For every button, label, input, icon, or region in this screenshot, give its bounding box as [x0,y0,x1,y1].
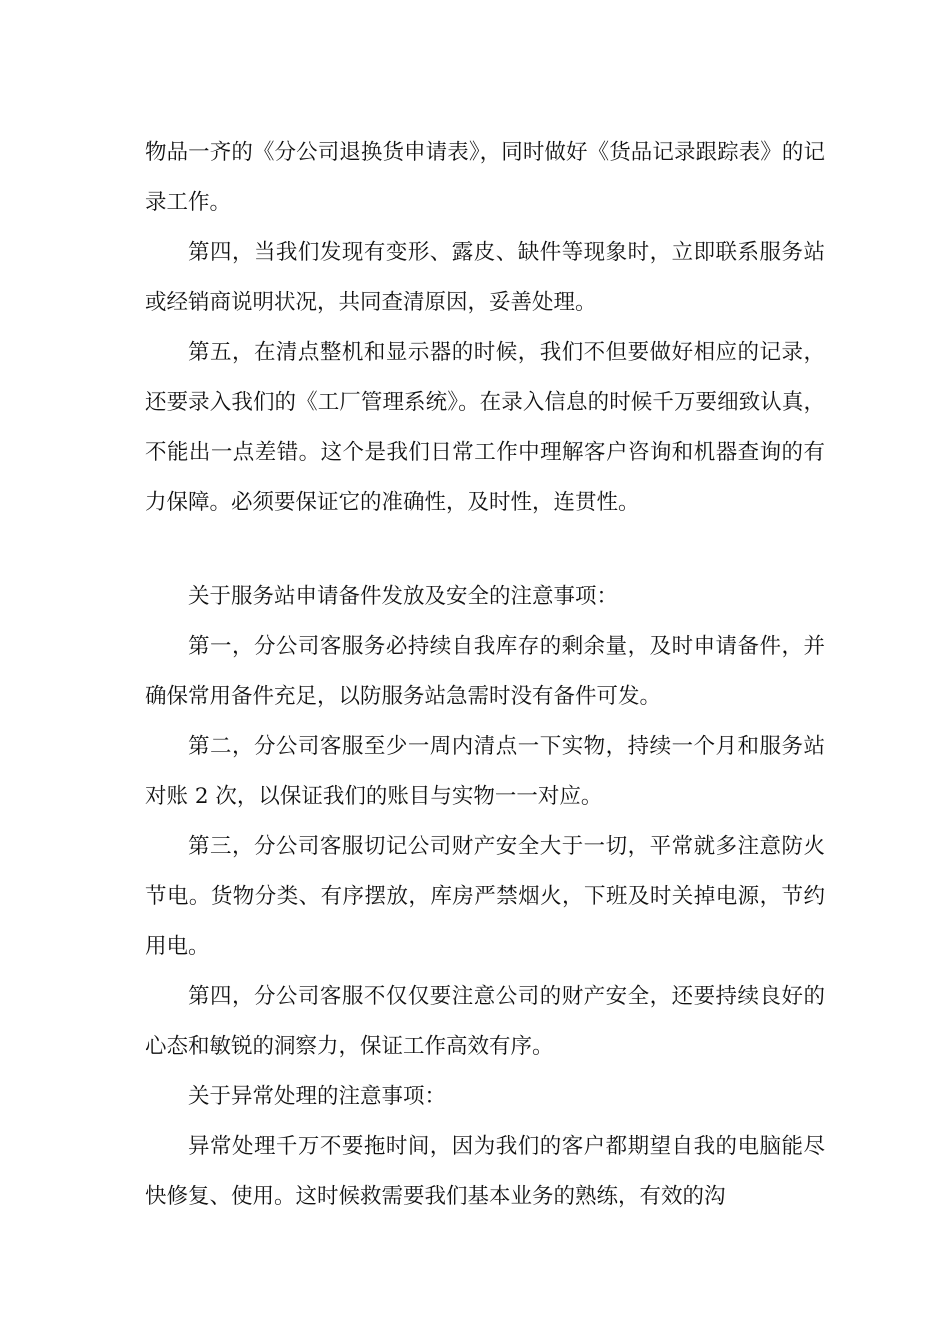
document-body [145,128,825,1222]
paragraph-fourth-attitude: 第四，分公司客服不仅仅要注意公司的财产安全，还要持续良好的心态和敏锐的洞察力，保证工作高效有序。 [145,984,825,1059]
paragraph-fourth-damage: 第四，当我们发现有变形、露皮、缺件等现象时，立即联系服务站或经销商说明状况，共同查清原因，妥善处理。 [145,240,825,315]
section-gap [145,528,825,572]
paragraph-third-safety: 第三，分公司客服切记公司财产安全大于一切，平常就多注意防火节电。货物分类、有序摆放，库房严禁烟火，下班及时关掉电源，节约用电。 [145,834,825,959]
paragraph-second-reconcile: 第二，分公司客服至少一周内清点一下实物，持续一个月和服务站对账 2 次，以保证我们的账目与实物一一对应。 [145,734,825,809]
paragraph-return-form: 物品一齐的《分公司退换货申请表》，同时做好《货品记录跟踪表》的记录工作。 [145,140,825,215]
section-heading-spare-parts: 关于服务站申请备件发放及安全的注意事项： [188,584,619,609]
section-heading-exceptions: 关于异常处理的注意事项： [188,1084,447,1109]
paragraph-fifth-records: 第五，在清点整机和显示器的时候，我们不但要做好相应的记录，还要录入我们的《工厂管理系统》。在录入信息的时候千万要细致认真，不能出一点差错。这个是我们日常工作中理解客户咨询和机器查询的有力保障。必须要保证它的准确性，及时性，连贯性。 [145,340,825,515]
paragraph-first-inventory: 第一，分公司客服务必持续自我库存的剩余量，及时申请备件，并确保常用备件充足，以防服务站急需时没有备件可发。 [145,634,825,709]
paragraph-exception-handling: 异常处理千万不要拖时间，因为我们的客户都期望自我的电脑能尽快修复、使用。这时候救需要我们基本业务的熟练，有效的沟 [145,1134,825,1209]
